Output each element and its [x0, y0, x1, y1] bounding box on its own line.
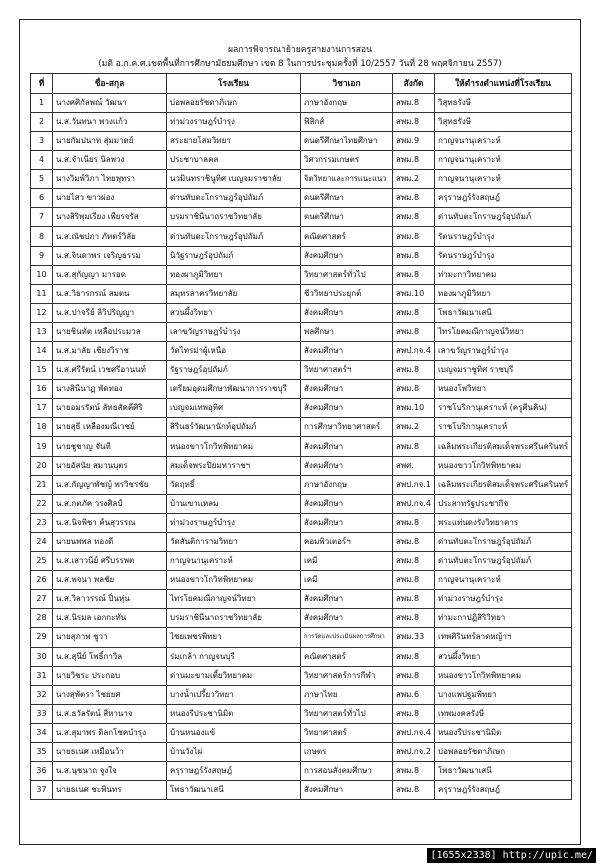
table-row: [31, 170, 572, 189]
table-row: [31, 666, 572, 685]
cell-school: กาญจนานุเคราะห์: [167, 552, 301, 571]
cell-affiliation: สพม.8: [393, 552, 435, 571]
table-row: [31, 628, 572, 647]
cell-name: น.ส.วันทนา พวงแก้ว: [53, 112, 167, 131]
cell-number: 24: [31, 532, 53, 551]
cell-major: ดนตรีศึกษาไทยศึกษา: [301, 131, 393, 150]
cell-school: เลาขวัญราษฎร์บำรุง: [167, 322, 301, 341]
cell-school: นวมินทราชินูทิศ เบญจมราชาลัย: [167, 170, 301, 189]
cell-number: 27: [31, 590, 53, 609]
cell-new-school: กาญจนานุเคราะห์: [435, 151, 572, 170]
table-row: [31, 303, 572, 322]
cell-major: เคมี: [301, 552, 393, 571]
table-row: [31, 361, 572, 380]
cell-new-school: พระแท่นดงรังวิทยาคาร: [435, 513, 572, 532]
table-row: [31, 571, 572, 590]
cell-school: เบญจมเทพอุทิศ: [167, 399, 301, 418]
cell-school: ร่มเกล้า กาญจนบุรี: [167, 647, 301, 666]
cell-major: สังคมศึกษา: [301, 380, 393, 399]
cell-new-school: เทพศิรินทร์ลาดหญ้าฯ: [435, 628, 572, 647]
cell-affiliation: สพม.8: [393, 265, 435, 284]
watermark: [1655x2338] http://upic.me/: [427, 848, 596, 863]
cell-affiliation: สพม.8: [393, 151, 435, 170]
table-row: [31, 685, 572, 704]
table-row: [31, 227, 572, 246]
table-row: [31, 456, 572, 475]
cell-new-school: วิสุทธรังษี: [435, 93, 572, 112]
table-body: [31, 93, 572, 799]
cell-affiliation: สพป.กจ.4: [393, 342, 435, 361]
cell-name: น.ส.จินดาพร เจริญธรรม: [53, 246, 167, 265]
cell-affiliation: สพม.8: [393, 93, 435, 112]
cell-major: จิตวิทยาและการแนะแนว: [301, 170, 393, 189]
cell-major: ฟิสิกส์: [301, 112, 393, 131]
cell-new-school: เฉลิมพระเกียรติสมเด็จพระศรีนครินทร์: [435, 475, 572, 494]
cell-new-school: เลาขวัญราษฎร์บำรุง: [435, 342, 572, 361]
header-school: โรงเรียน: [167, 74, 301, 94]
cell-affiliation: สพม.8: [393, 208, 435, 227]
cell-affiliation: สพม.8: [393, 609, 435, 628]
cell-affiliation: สพม.8: [393, 361, 435, 380]
cell-affiliation: สพม.8: [393, 762, 435, 781]
cell-new-school: ท่าม่วงราษฎร์บำรุง: [435, 590, 572, 609]
cell-school: ประชาบาลคล: [167, 151, 301, 170]
cell-new-school: เบญจมราชูทิศ ราชบุรี: [435, 361, 572, 380]
cell-affiliation: สพม.2: [393, 418, 435, 437]
cell-major: เคมี: [301, 571, 393, 590]
header-number: ที่: [31, 74, 53, 94]
table-row: [31, 762, 572, 781]
cell-new-school: ครุราษฎร์รังสฤษฎ์: [435, 189, 572, 208]
table-row: [31, 475, 572, 494]
table-header-row: [31, 74, 572, 94]
cell-affiliation: สพม.33: [393, 628, 435, 647]
cell-number: 23: [31, 513, 53, 532]
cell-number: 11: [31, 284, 53, 303]
cell-affiliation: สพม.10: [393, 284, 435, 303]
cell-major: สังคมศึกษา: [301, 437, 393, 456]
cell-name: น.ส.กตภัค วรงศิลป์: [53, 494, 167, 513]
cell-new-school: กาญจนานุเคราะห์: [435, 170, 572, 189]
cell-major: วิศวกรรมเกษตร: [301, 151, 393, 170]
cell-name: น.ส.ณัชปภา ภัทตร์วิลัย: [53, 227, 167, 246]
cell-affiliation: สพม.2: [393, 170, 435, 189]
header-major: วิชาเอก: [301, 74, 393, 94]
cell-school: ด่านมะขามเตี้ยวิทยาคม: [167, 666, 301, 685]
cell-affiliation: สพม.8: [393, 437, 435, 456]
cell-number: 22: [31, 494, 53, 513]
cell-name: นายธเนศ เหมือนว้า: [53, 742, 167, 761]
cell-number: 26: [31, 571, 53, 590]
cell-major: เกษตร: [301, 742, 393, 761]
cell-affiliation: สพป.กจ.4: [393, 723, 435, 742]
cell-major: การสอนสังคมศึกษา: [301, 762, 393, 781]
cell-affiliation: สพป.กจ.4: [393, 494, 435, 513]
cell-major: ภาษาอังกฤษ: [301, 93, 393, 112]
cell-name: นายชูชาญ จันที: [53, 437, 167, 456]
cell-affiliation: สพม.8: [393, 112, 435, 131]
cell-affiliation: สพม.8: [393, 781, 435, 800]
cell-name: นายไสว ขาวผ่อง: [53, 189, 167, 208]
cell-major: วิทยาศาสตร์การกีฬา: [301, 666, 393, 685]
cell-name: นายสุธี เหลืองมณีเวชย์: [53, 418, 167, 437]
cell-new-school: ท่ามะกาวิทยาคม: [435, 265, 572, 284]
cell-name: น.ส.นุชนาถ จูงใจ: [53, 762, 167, 781]
table-row: [31, 208, 572, 227]
cell-affiliation: สพม.8: [393, 303, 435, 322]
cell-new-school: รัตนราษฎร์บำรุง: [435, 227, 572, 246]
cell-number: 33: [31, 704, 53, 723]
cell-name: นางสิริพุมเรียง เพียรจรัส: [53, 208, 167, 227]
cell-name: น.ส.ศรีรัตน์ เวชศรีอานนท์: [53, 361, 167, 380]
cell-number: 8: [31, 227, 53, 246]
cell-number: 17: [31, 399, 53, 418]
table-row: [31, 532, 572, 551]
cell-number: 14: [31, 342, 53, 361]
cell-school: เตรียมอุดมศึกษาพัฒนาการราชบุรี: [167, 380, 301, 399]
cell-new-school: กาญจนานุเคราะห์: [435, 571, 572, 590]
cell-new-school: โพธาวัฒนาเสนี: [435, 303, 572, 322]
cell-new-school: เฉลิมพระเกียรติสมเด็จพระศรีนครินทร์: [435, 437, 572, 456]
cell-affiliation: สพม.9: [393, 131, 435, 150]
cell-major: วิทยาศาสตร์ทั่วไป: [301, 265, 393, 284]
cell-name: นายนพพล ทองดี: [53, 532, 167, 551]
cell-name: น.ส.นิรมล เอกกะทัน: [53, 609, 167, 628]
cell-major: วิทยาศาสตร์ทั่วไป: [301, 704, 393, 723]
cell-major: ดนตรีศึกษา: [301, 208, 393, 227]
cell-name: น.ส.วิธารกรณ์ สมตน: [53, 284, 167, 303]
table-row: [31, 723, 572, 742]
cell-name: น.ส.พจนา พลชัย: [53, 571, 167, 590]
cell-new-school: ท่ามะกาปฏิสิริวิทยา: [435, 609, 572, 628]
cell-name: น.ส.กัญญาพัชญ์ พรวิชรชัย: [53, 475, 167, 494]
cell-school: สมุทรสาครวิทยาลัย: [167, 284, 301, 303]
cell-number: 2: [31, 112, 53, 131]
table-row: [31, 609, 572, 628]
document-page: [19, 19, 581, 845]
cell-school: รัฐราษฎร์อุปถัมภ์: [167, 361, 301, 380]
cell-major: คณิตศาสตร์: [301, 227, 393, 246]
cell-number: 12: [31, 303, 53, 322]
cell-name: นายอัสนัย สมานบุตร: [53, 456, 167, 475]
cell-major: สังคมศึกษา: [301, 303, 393, 322]
cell-new-school: บ่อพลอยรัชดาภิเษก: [435, 742, 572, 761]
cell-new-school: หนองโพวิทยา: [435, 380, 572, 399]
cell-school: ท่าม่วงราษฎร์บำรุง: [167, 112, 301, 131]
cell-new-school: โพธาวัฒนาเสนี: [435, 762, 572, 781]
cell-number: 30: [31, 647, 53, 666]
cell-school: สิรินธร์วัฒนานักท์อุปถัมภ์: [167, 418, 301, 437]
table-row: [31, 513, 572, 532]
cell-affiliation: สพศ.: [393, 456, 435, 475]
cell-new-school: รัตนราษฎร์บำรุง: [435, 246, 572, 265]
cell-number: 37: [31, 781, 53, 800]
cell-school: นิวัฐราษฎร์อุปถัมภ์: [167, 246, 301, 265]
cell-name: นายสุภาพ ชูวา: [53, 628, 167, 647]
cell-name: นายชินทัต เหลือประมวล: [53, 322, 167, 341]
cell-major: วิทยาศาสตร์: [301, 723, 393, 742]
table-row: [31, 151, 572, 170]
cell-school: วัดไทรม่าผู้เหนือ: [167, 342, 301, 361]
cell-school: บ้านหนองแข้: [167, 723, 301, 742]
cell-school: ด่านทับตะโกราษฎร์อุปถัมภ์: [167, 189, 301, 208]
table-row: [31, 380, 572, 399]
cell-number: 32: [31, 685, 53, 704]
cell-major: พลศึกษา: [301, 322, 393, 341]
transfer-results-table: [30, 73, 572, 800]
cell-major: ภาษาอังกฤษ: [301, 475, 393, 494]
cell-number: 21: [31, 475, 53, 494]
cell-number: 19: [31, 437, 53, 456]
cell-name: น.ส.วิลาวรรณ์ ปิ่นหุ่น: [53, 590, 167, 609]
table-row: [31, 265, 572, 284]
table-row: [31, 322, 572, 341]
table-row: [31, 418, 572, 437]
cell-school: ด่านทับตะโกราษฎร์อุปถัมภ์: [167, 227, 301, 246]
cell-affiliation: สพม.10: [393, 399, 435, 418]
cell-major: คอมพิวเตอร์ฯ: [301, 532, 393, 551]
cell-name: น.ส.จำเนียร นิลพวง: [53, 151, 167, 170]
cell-number: 18: [31, 418, 53, 437]
cell-name: นางสุพัตรา ไชยยศ: [53, 685, 167, 704]
cell-name: น.ส.ธวัลรัตน์ สีหานาจ: [53, 704, 167, 723]
table-row: [31, 494, 572, 513]
cell-affiliation: สพม.8: [393, 227, 435, 246]
cell-affiliation: สพป.กจ.1: [393, 475, 435, 494]
cell-name: น.ส.สุกัญญา มารอด: [53, 265, 167, 284]
cell-school: ไทรโยคมณีกาญจน์วิทยา: [167, 590, 301, 609]
cell-number: 6: [31, 189, 53, 208]
cell-new-school: บางแพปฐมพิทยา: [435, 685, 572, 704]
cell-number: 36: [31, 762, 53, 781]
cell-school: วัดสันติการามวิทยา: [167, 532, 301, 551]
cell-new-school: ทองผาภูมิวิทยา: [435, 284, 572, 303]
cell-school: ทองผาภูมิวิทยา: [167, 265, 301, 284]
cell-new-school: ด่านทับตะโกราษฎร์อุปถัมภ์: [435, 532, 572, 551]
cell-name: น.ส.สุมาพร ดิลกโชคบำรุง: [53, 723, 167, 742]
cell-new-school: ด่านทับตะโกราษฎร์อุปถัมภ์: [435, 552, 572, 571]
table-row: [31, 399, 572, 418]
cell-major: ดนตรีศึกษา: [301, 189, 393, 208]
cell-number: 13: [31, 322, 53, 341]
cell-new-school: ครุราษฎร์รังสฤษฎ์: [435, 781, 572, 800]
table-row: [31, 647, 572, 666]
cell-new-school: หนองรีประชานิมิต: [435, 723, 572, 742]
cell-school: บรมราชินีนาถราชวิทยาลัย: [167, 208, 301, 227]
table-row: [31, 342, 572, 361]
cell-name: นายธเนศ ชะพินทร: [53, 781, 167, 800]
table-row: [31, 284, 572, 303]
cell-major: สังคมศึกษา: [301, 781, 393, 800]
cell-name: นายอมรรัตน์ ลัทธสัคคีศิริ: [53, 399, 167, 418]
cell-school: โพธาวัฒนาเสนี: [167, 781, 301, 800]
cell-new-school: ไทรโยคมณีกาญจน์วิทยา: [435, 322, 572, 341]
cell-affiliation: สพม.8: [393, 380, 435, 399]
cell-affiliation: สพป.กจ.2: [393, 742, 435, 761]
cell-number: 5: [31, 170, 53, 189]
cell-major: สังคมศึกษา: [301, 590, 393, 609]
table-row: [31, 590, 572, 609]
header-affiliation: สังกัด: [393, 74, 435, 94]
table-row: [31, 742, 572, 761]
cell-major: สังคมศึกษา: [301, 609, 393, 628]
cell-major: สังคมศึกษา: [301, 342, 393, 361]
cell-number: 10: [31, 265, 53, 284]
cell-major: สังคมศึกษา: [301, 513, 393, 532]
table-row: [31, 704, 572, 723]
header-new-school: ให้ดำรงตำแหน่งที่โรงเรียน: [435, 74, 572, 94]
cell-affiliation: สพม.8: [393, 322, 435, 341]
table-row: [31, 189, 572, 208]
cell-name: น.ส.สุนีย์ โพธิ์กาวิล: [53, 647, 167, 666]
cell-affiliation: สพม.8: [393, 513, 435, 532]
cell-new-school: ราชโบริกานุเคราะห์: [435, 418, 572, 437]
cell-school: สวนผึ้งวิทยา: [167, 303, 301, 322]
cell-school: สระยายโสมวิทยา: [167, 131, 301, 150]
cell-name: น.ส.มาลัย เชียงวิราช: [53, 342, 167, 361]
cell-number: 1: [31, 93, 53, 112]
cell-school: บางน้ำเปรี้ยววิทยา: [167, 685, 301, 704]
cell-school: บ่อพลอยรัชดาภิเษก: [167, 93, 301, 112]
cell-number: 4: [31, 151, 53, 170]
cell-affiliation: สพม.6: [393, 685, 435, 704]
cell-number: 31: [31, 666, 53, 685]
cell-affiliation: สพม.8: [393, 246, 435, 265]
cell-number: 28: [31, 609, 53, 628]
cell-new-school: วิสุทธรังษี: [435, 112, 572, 131]
cell-school: บ้านวังไผ่: [167, 742, 301, 761]
cell-number: 35: [31, 742, 53, 761]
cell-new-school: หนองขาวโกวิทพิทยาคม: [435, 456, 572, 475]
cell-number: 16: [31, 380, 53, 399]
cell-school: วัดฤทธิ์: [167, 475, 301, 494]
cell-major: ภาษาไทย: [301, 685, 393, 704]
cell-number: 3: [31, 131, 53, 150]
table-row: [31, 93, 572, 112]
cell-affiliation: สพม.8: [393, 590, 435, 609]
document-title: ผลการพิจารณาย้ายครูสายงานการสอน: [227, 45, 373, 55]
cell-name: น.ส.ปาจรีย์ ลิวิปริญญา: [53, 303, 167, 322]
cell-new-school: ราชโบริกานุเคราะห์ (ครูศีนคิน): [435, 399, 572, 418]
cell-major: การวัดและประเมินผลการศึกษา: [301, 628, 393, 647]
cell-school: บรมราชินีนาถราชวิทยาลัย: [167, 609, 301, 628]
table-row: [31, 781, 572, 800]
cell-number: 7: [31, 208, 53, 227]
cell-name: น.ส.นิจพิชา ค้นสุวรรณ: [53, 513, 167, 532]
cell-major: การศึกษาวิทยาศาสตร์: [301, 418, 393, 437]
cell-school: ไชยเพชรพิทยา: [167, 628, 301, 647]
table-row: [31, 552, 572, 571]
cell-school: หนองขาวโกวิทพิทยาคม: [167, 571, 301, 590]
cell-affiliation: สพม.8: [393, 666, 435, 685]
cell-name: นางสินีนาฏ พัดทอง: [53, 380, 167, 399]
table-row: [31, 246, 572, 265]
document-subtitle: (มติ อ.ก.ค.ศ.เขตพื้นที่การศึกษามัธยมศึกษา เขต 8 ในการประชุมครั้งที่ 10/2557 วันที่ 28 พฤศจิกายน 2557): [98, 59, 502, 69]
table-row: [31, 437, 572, 456]
cell-new-school: หนองขาวโกวิทพิทยาคม: [435, 666, 572, 685]
cell-new-school: เทพมงคลรังษี: [435, 704, 572, 723]
cell-number: 34: [31, 723, 53, 742]
cell-school: ท่าม่วงราษฎร์บำรุง: [167, 513, 301, 532]
cell-major: สังคมศึกษา: [301, 246, 393, 265]
cell-school: สมเด็จพระปิยมหาราชฯ: [167, 456, 301, 475]
cell-affiliation: สพม.8: [393, 532, 435, 551]
cell-number: 9: [31, 246, 53, 265]
cell-number: 15: [31, 361, 53, 380]
cell-school: บ้านเขาแหลม: [167, 494, 301, 513]
cell-school: ครุราษฎร์รังสฤษฎ์: [167, 762, 301, 781]
cell-number: 20: [31, 456, 53, 475]
cell-name: น.ส.เสาวนีย์ ศรีบรรพต: [53, 552, 167, 571]
cell-affiliation: สพม.8: [393, 571, 435, 590]
cell-new-school: ด่านทับตะโกราษฎร์อุปถัมภ์: [435, 208, 572, 227]
cell-new-school: สวนผึ้งวิทยา: [435, 647, 572, 666]
table-row: [31, 112, 572, 131]
cell-major: คณิตศาสตร์: [301, 647, 393, 666]
cell-affiliation: สพม.8: [393, 647, 435, 666]
cell-number: 29: [31, 628, 53, 647]
cell-affiliation: สพม.8: [393, 704, 435, 723]
cell-major: สังคมศึกษา: [301, 399, 393, 418]
cell-new-school: ประสาทรัฐประชากิจ: [435, 494, 572, 513]
cell-major: สังคมศึกษา: [301, 494, 393, 513]
cell-major: ชีววิทยาประยุกต์: [301, 284, 393, 303]
cell-affiliation: สพม.8: [393, 189, 435, 208]
cell-major: วิทยาศาสตร์ฯ: [301, 361, 393, 380]
cell-name: นายวิชระ ประกอบ: [53, 666, 167, 685]
cell-major: สังคมศึกษา: [301, 456, 393, 475]
cell-school: หนองรีประชานิมิต: [167, 704, 301, 723]
cell-number: 25: [31, 552, 53, 571]
cell-name: นางศศิกัลพณ์ วัฒนา: [53, 93, 167, 112]
cell-name: นางวิมพ์วิภา ไทยพุทรา: [53, 170, 167, 189]
cell-school: หนองขาวโกวิทพิทยาคม: [167, 437, 301, 456]
table-row: [31, 131, 572, 150]
cell-name: นายกัมปนาท สุ่มมาตย์: [53, 131, 167, 150]
header-name: ชื่อ-สกุล: [53, 74, 167, 94]
cell-new-school: กาญจนานุเคราะห์: [435, 131, 572, 150]
